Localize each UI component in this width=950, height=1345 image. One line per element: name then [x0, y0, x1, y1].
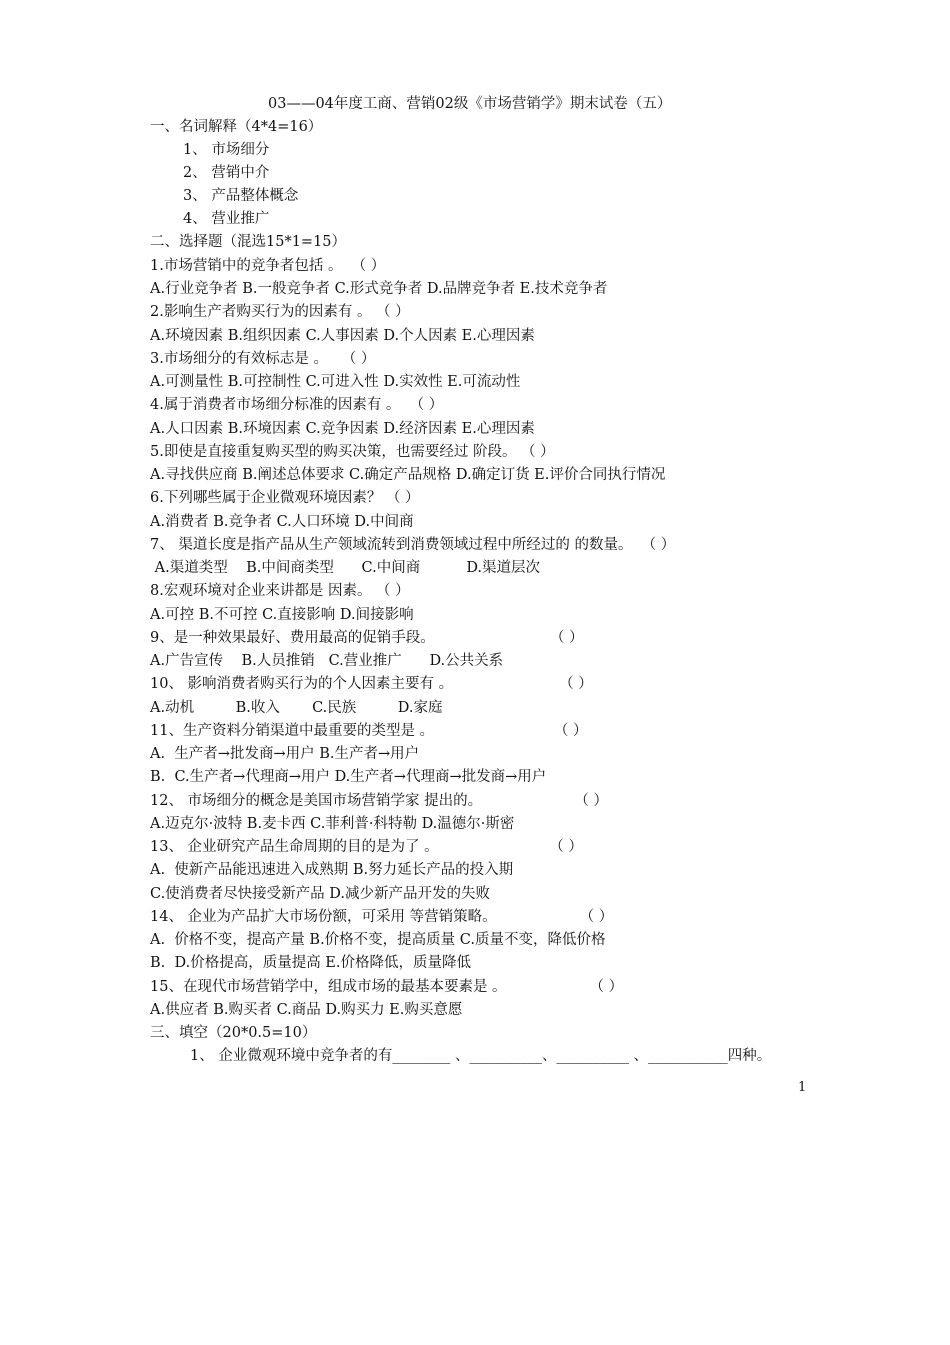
question-options: A. 使新产品能迅速进入成熟期 B.努力延长产品的投入期 — [150, 862, 514, 878]
fill-blank-item: 1、 企业微观环境中竞争者的有________ 、__________、__________ 、___________四种。 — [190, 1048, 772, 1064]
term-item: 2、 营销中介 — [183, 165, 270, 181]
question-options: A. 生产者→批发商→用户 B.生产者→用户 — [150, 746, 420, 762]
question-options: A.迈克尔·波特 B.麦卡西 C.菲利普·科特勒 D.温德尔·斯密 — [150, 816, 515, 832]
question-options: A.可控 B.不可控 C.直接影响 D.间接影响 — [150, 607, 414, 623]
question-options: A.行业竞争者 B.一般竞争者 C.形式竞争者 D.品牌竞争者 E.技术竞争者 — [150, 281, 608, 297]
question-options: A.动机 B.收入 C.民族 D.家庭 — [150, 700, 443, 716]
question-options: A.渠道类型 B.中间商类型 C.中间商 D.渠道层次 — [150, 560, 541, 576]
question-options: A.寻找供应商 B.阐述总体要求 C.确定产品规格 D.确定订货 E.评价合同执行情况 — [150, 467, 666, 483]
question-line: 12、 市场细分的概念是美国市场营销学家 提出的。 （ ） — [150, 793, 608, 809]
section2-heading: 二、选择题（混选15*1=15） — [150, 234, 347, 250]
question-line: 11、生产资料分销渠道中最重要的类型是 。 （ ） — [150, 723, 588, 739]
term-item: 1、 市场细分 — [183, 142, 270, 158]
question-options: A.人口因素 B.环境因素 C.竞争因素 D.经济因素 E.心理因素 — [150, 421, 535, 437]
page-title: 03——04年度工商、营销02级《市场营销学》期末试卷（五） — [268, 96, 672, 112]
question-line: 8.宏观环境对企业来讲都是 因素。 （ ） — [150, 583, 410, 599]
question-line: 10、 影响消费者购买行为的个人因素主要有 。 （ ） — [150, 676, 593, 692]
section1-heading: 一、名词解释（4*4=16） — [150, 119, 323, 135]
question-options: A.可测量性 B.可控制性 C.可进入性 D.实效性 E.可流动性 — [150, 374, 521, 390]
question-line: 2.影响生产者购买行为的因素有 。 （ ） — [150, 304, 410, 320]
question-line: 5.即使是直接重复购买型的购买决策，也需要经过 阶段。 （ ） — [150, 444, 555, 460]
question-line: 9、是一种效果最好、费用最高的促销手段。 （ ） — [150, 630, 584, 646]
term-item: 4、 营业推广 — [183, 211, 270, 227]
question-line: 7、 渠道长度是指产品从生产领域流转到消费领域过程中所经过的 的数量。 （ ） — [150, 537, 676, 553]
question-line: 13、 企业研究产品生命周期的目的是为了 。 （ ） — [150, 839, 583, 855]
question-line: 14、 企业为产品扩大市场份额，可采用 等营销策略。 （ ） — [150, 909, 614, 925]
question-options: C.使消费者尽快接受新产品 D.减少新产品开发的失败 — [150, 886, 491, 902]
question-line: 1.市场营销中的竞争者包括 。 （ ） — [150, 258, 386, 274]
question-options: B. D.价格提高，质量提高 E.价格降低，质量降低 — [150, 955, 472, 971]
term-item: 3、 产品整体概念 — [183, 188, 299, 204]
question-options: A.消费者 B.竞争者 C.人口环境 D.中间商 — [150, 514, 414, 530]
question-options: A. 价格不变，提高产量 B.价格不变，提高质量 C.质量不变，降低价格 — [150, 932, 606, 948]
question-options: A.广告宣传 B.人员推销 C.营业推广 D.公共关系 — [150, 653, 504, 669]
question-line: 4.属于消费者市场细分标准的因素有 。 （ ） — [150, 397, 444, 413]
page-number: 1 — [798, 1080, 807, 1095]
question-options: A.环境因素 B.组织因素 C.人事因素 D.个人因素 E.心理因素 — [150, 328, 535, 344]
section3-heading: 三、填空（20*0.5=10） — [150, 1025, 317, 1041]
question-options: B. C.生产者→代理商→用户 D.生产者→代理商→批发商→用户 — [150, 769, 547, 785]
question-options: A.供应者 B.购买者 C.商品 D.购买力 E.购买意愿 — [150, 1002, 463, 1018]
question-line: 6.下列哪些属于企业微观环境因素？ （ ） — [150, 490, 420, 506]
question-line: 3.市场细分的有效标志是 。 （ ） — [150, 351, 376, 367]
question-line: 15、在现代市场营销学中，组成市场的最基本要素是 。 （ ） — [150, 979, 624, 995]
